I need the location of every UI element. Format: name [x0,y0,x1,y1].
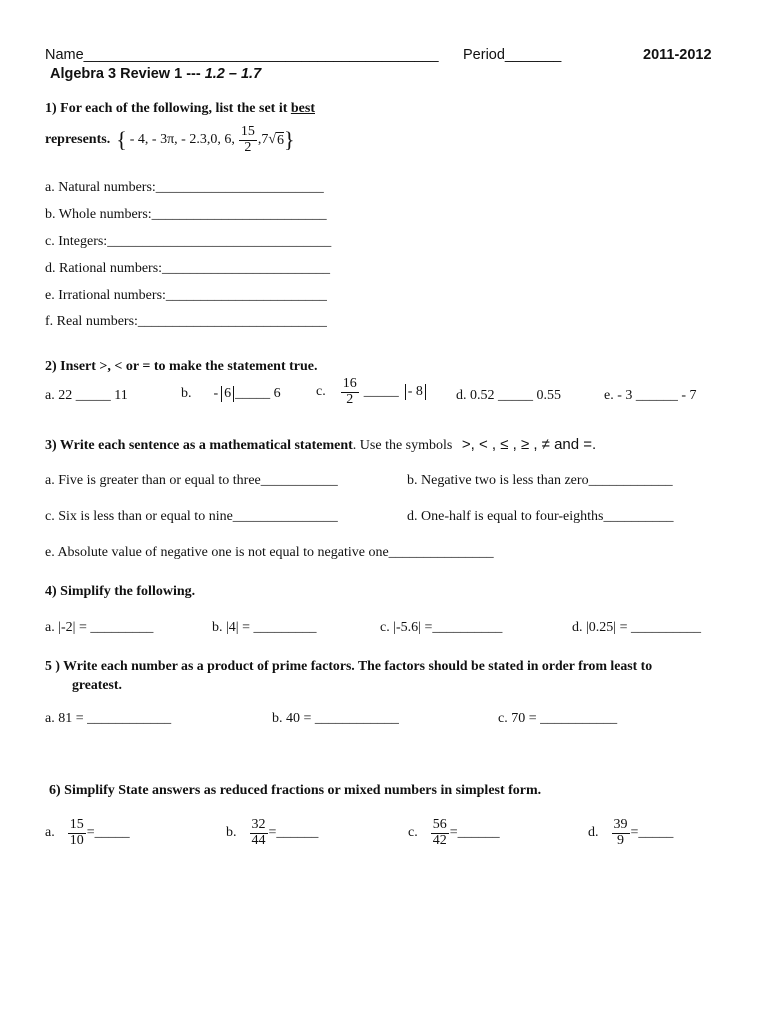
q2-c-label: c. [316,384,326,400]
q6-c-num: 56 [432,817,447,832]
q5-prompt-line2: greatest. [72,677,122,692]
q2-a[interactable]: a. 22 _____ 11 [45,388,128,403]
q6-b-blank: =______ [268,825,319,841]
q6-c-label: c. [408,825,418,841]
q1-prompt [45,101,315,117]
q2-b-label: b. [181,386,192,401]
q5-a[interactable]: a. 81 = ____________ [45,711,172,726]
q1-item-real[interactable]: f. Real numbers:___________________________ [45,314,327,329]
q1-set-start: - 4, - 3π, - 2.3,0, 6, [129,132,235,147]
name-field[interactable]: Name____________________________________________ [45,47,439,63]
period-field[interactable]: Period_______ [463,47,562,63]
q3-prompt [45,436,596,454]
q3-prompt-rest: . Use the symbols [352,438,453,453]
q2-d[interactable]: d. 0.52 _____ 0.55 [456,388,561,403]
q6-b-fraction [250,818,268,848]
q1-prompt-text: 1) For each of the following, list the set it [45,101,291,116]
q3-symbols: >, < , ≤ , ≥ , ≠ and =. [461,436,597,453]
q1-set-fraction [239,125,257,155]
q1-set-mid: ,7 [257,132,269,147]
q6-d-blank: =_____ [630,825,674,841]
q4-c[interactable]: c. |-5.6| =__________ [380,620,503,635]
q6-b-label: b. [226,825,237,841]
q2-c-abs: - 8 [405,384,426,400]
q6-b-num: 32 [251,817,266,832]
review-range: 1.2 – 1.7 [204,66,262,82]
q6-a-fraction [68,818,86,848]
q5-prompt-line1: 5 ) Write each number as a product of prime factors. The factors should be stated in order from least to [45,658,653,673]
q2-c-num: 16 [342,376,357,391]
left-brace-icon: { [116,127,127,152]
q4-b[interactable]: b. |4| = _________ [212,620,317,635]
q6-a-blank: =_____ [86,825,130,841]
q2-e[interactable]: e. - 3 ______ - 7 [604,388,697,403]
q3-d[interactable]: d. One-half is equal to four-eighths__________ [407,509,674,524]
q6-d-fraction [612,818,630,848]
school-year: 2011-2012 [643,47,712,63]
q2-c[interactable] [316,377,426,407]
q6-a-num: 15 [69,817,84,832]
q1-item-natural[interactable]: a. Natural numbers:________________________ [45,180,324,195]
q1-item-whole[interactable]: b. Whole numbers:_________________________ [45,207,327,222]
q4-prompt: 4) Simplify the following. [45,584,196,599]
q1-set-frac-num: 15 [240,123,255,139]
q1-set-line [45,121,295,159]
q3-e[interactable]: e. Absolute value of negative one is not equal to negative one_______________ [45,545,494,560]
q2-b-abs: 6 [221,386,234,402]
q1-represents: represents. [45,132,111,147]
q6-b-den: 44 [251,832,266,848]
review-title [50,66,261,82]
q6-item-d[interactable] [588,818,673,848]
q6-a-label: a. [45,825,55,841]
q6-a-den: 10 [69,832,84,848]
q2-c-fraction [341,377,359,407]
q2-b-minus: - [213,386,219,401]
q4-a[interactable]: a. |-2| = _________ [45,620,154,635]
q2-c-den: 2 [346,391,354,407]
q2-c-blank: _____ [363,384,399,400]
q2-b-rest: _____ 6 [235,386,281,401]
q6-d-label: d. [588,825,599,841]
q5-c[interactable]: c. 70 = ___________ [498,711,618,726]
q1-item-rational[interactable]: d. Rational numbers:________________________ [45,261,331,276]
q6-item-a[interactable] [45,818,130,848]
q6-d-den: 9 [617,832,624,848]
q3-c[interactable]: c. Six is less than or equal to nine_______________ [45,509,338,524]
q2-b[interactable] [181,386,281,402]
q6-item-b[interactable] [226,818,318,848]
q6-item-c[interactable] [408,818,500,848]
q5-b[interactable]: b. 40 = ____________ [272,711,399,726]
q2-prompt: 2) Insert >, < or = to make the statement true. [45,359,318,374]
q4-d[interactable]: d. |0.25| = __________ [572,620,702,635]
q3-b[interactable]: b. Negative two is less than zero____________ [407,473,673,488]
q3-prompt-bold: 3) Write each sentence as a mathematical statement [45,438,353,453]
q6-d-num: 39 [613,817,628,832]
q1-set-frac-den: 2 [244,139,252,155]
q1-set-sqrt-arg: 6 [277,132,285,148]
q1-item-irrational[interactable]: e. Irrational numbers:_______________________ [45,288,327,303]
q6-c-fraction [431,818,449,848]
q3-a[interactable]: a. Five is greater than or equal to three___________ [45,473,338,488]
q6-c-den: 42 [432,832,447,848]
q6-c-blank: =______ [449,825,500,841]
review-title-text: Algebra 3 Review 1 --- [50,66,205,82]
q6-prompt: 6) Simplify State answers as reduced fractions or mixed numbers in simplest form. [49,783,542,798]
right-brace-icon: } [284,127,295,152]
q1-prompt-best: best [290,101,315,116]
sqrt-icon: √ [268,132,277,147]
q1-item-integers[interactable]: c. Integers:________________________________ [45,234,332,249]
